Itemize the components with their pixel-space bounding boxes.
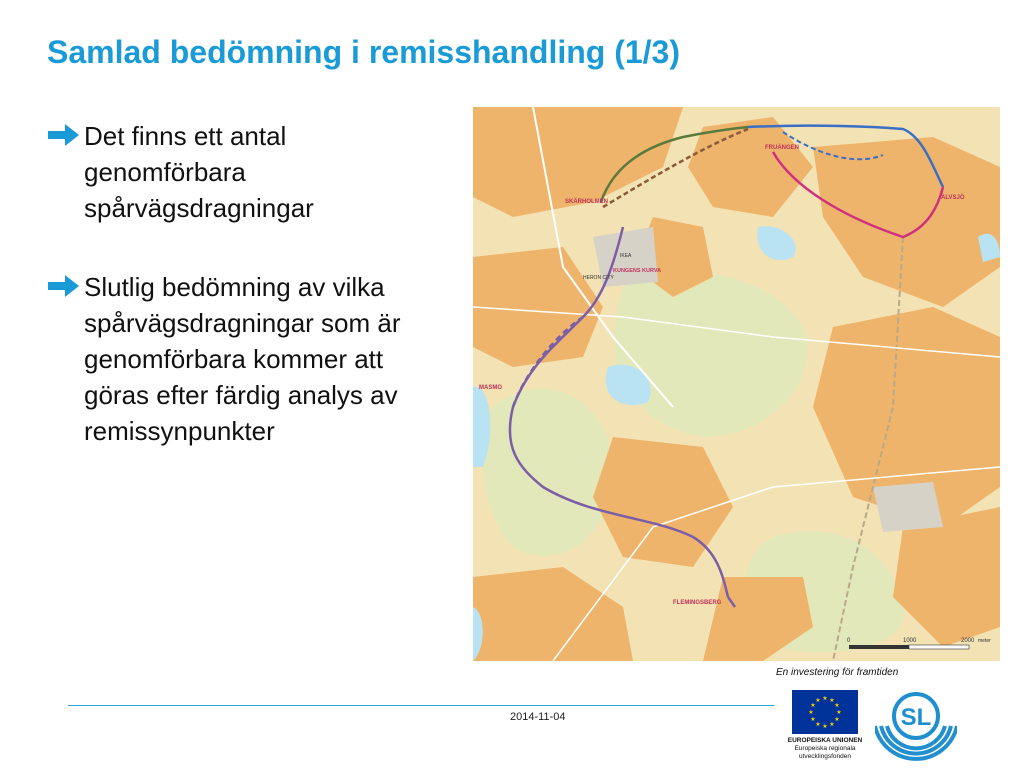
svg-text:★: ★ [836,709,842,716]
bullet-item [48,118,418,226]
map-label-fruangen: FRUÄNGEN [765,145,799,151]
map-label-flemingsberg: FLEMINGSBERG [673,600,722,606]
svg-text:★: ★ [810,702,816,709]
eu-caption [779,737,871,761]
sl-logo-text: SL [900,704,932,731]
scale-label-unit: meter [978,638,991,644]
eu-flag-icon [792,690,858,734]
route-map [473,107,1000,661]
map-label-kungens-kurva: KUNGENS KURVA [613,268,662,274]
arrow-right-icon [48,118,84,152]
eu-name: EUROPEISKA UNIONEN [787,737,863,744]
footer-date: 2014-11-04 [510,711,566,723]
scale-label-end: 2000 [961,638,975,644]
svg-text:★: ★ [815,697,821,704]
map-label-skarholmen: SKÄRHOLMEN [565,199,608,205]
map-label-alvsjo: ÄLVSJÖ [941,195,965,201]
bullet-item [48,269,418,449]
map-label-masmo: MASMO [479,385,502,391]
svg-text:★: ★ [815,721,821,728]
svg-text:★: ★ [829,697,835,704]
scale-label-mid: 1000 [903,638,917,644]
eu-fund-line-1: Europeiska regionala [794,745,856,752]
map-label-heron-city: HERON CITY [583,275,614,281]
map-label-ikea: IKEA [620,253,632,259]
svg-text:★: ★ [834,716,840,723]
bullet-text: Slutlig bedömning av vilka spårvägsdragningar som är genomförbara kommer att göras efter färdig analys av remissynpunkter [84,272,401,446]
svg-text:★: ★ [810,716,816,723]
slide-title: Samlad bedömning i remisshandling (1/3) [47,34,680,70]
svg-text:★: ★ [808,709,814,716]
sl-logo-icon [875,680,957,762]
footer-divider [68,705,774,706]
eu-fund-line-2: utvecklingsfonden [798,753,852,760]
svg-text:★: ★ [829,721,835,728]
scale-label-start: 0 [847,638,851,644]
svg-text:★: ★ [834,702,840,709]
slogan-text: En investering för framtiden [776,667,899,678]
svg-text:★: ★ [822,723,828,730]
arrow-right-icon [48,269,84,303]
bullet-text: Det finns ett antal genomförbara spårvägsdragningar [84,121,314,223]
bullet-list [48,118,418,492]
svg-text:★: ★ [822,695,828,702]
